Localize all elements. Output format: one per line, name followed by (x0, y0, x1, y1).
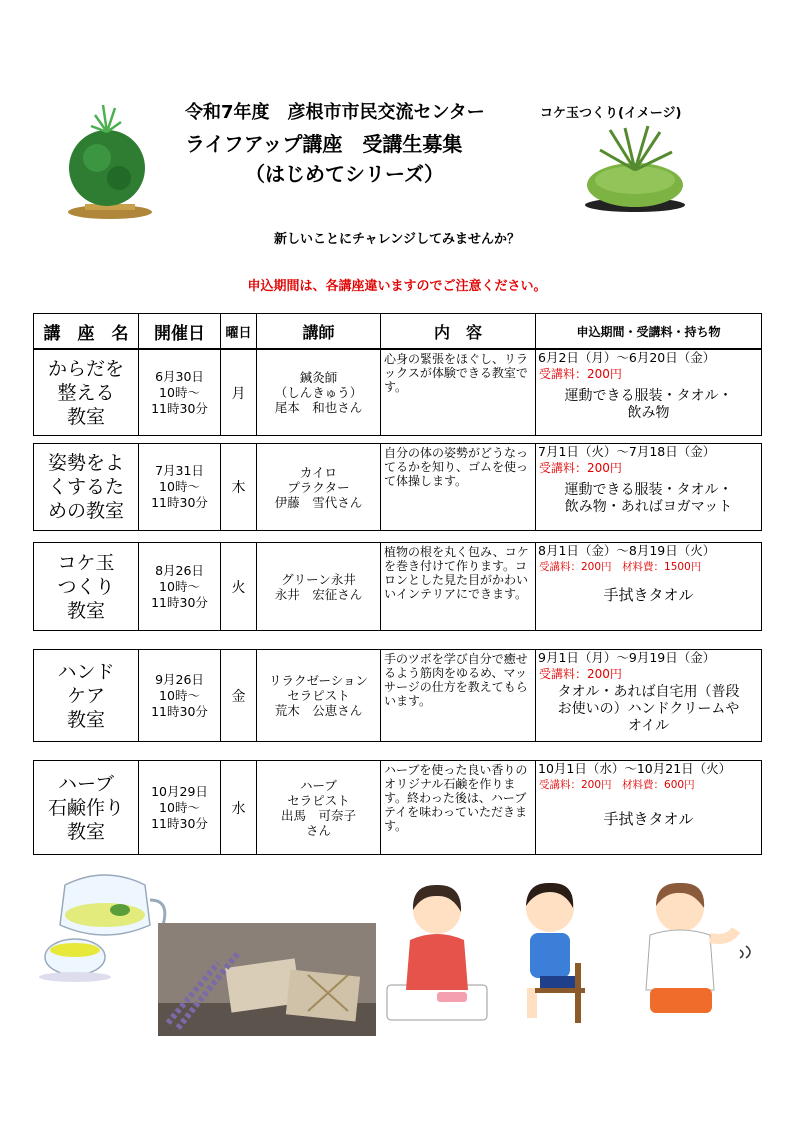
notice-text: 申込期間は、各講座違いますのでご注意ください。 (247, 279, 547, 294)
course-name: からだを 整える 教室 (34, 350, 139, 436)
course-application (536, 444, 762, 531)
course-name: ハンド ケア 教室 (34, 650, 139, 742)
fee: 受講料：200円 (539, 461, 622, 475)
course-row (33, 542, 762, 631)
course-dow: 火 (221, 543, 257, 631)
items: 運動できる服装・タオル・ 飲み物・あればヨガマット (564, 482, 733, 515)
course-row (33, 443, 762, 531)
items: 運動できる服装・タオル・ 飲み物 (564, 388, 733, 421)
items: 手拭きタオル (603, 810, 694, 828)
course-content: ハーブを使った良い香りのオリジナル石鹸を作ります。終わった後は、ハーブテイを味わっていただきます。 (381, 761, 536, 855)
course-teacher: カイロ プラクター 伊藤 雪代さん (257, 444, 381, 531)
header-dow: 曜日 (221, 314, 257, 349)
course-dow: 木 (221, 444, 257, 531)
header-course: 講 座 名 (34, 314, 139, 349)
table-header (33, 313, 762, 349)
fee: 受講料：200円 材料費：600円 (539, 779, 695, 791)
lavender-soap-photo (158, 923, 376, 1036)
course-application (536, 650, 762, 742)
page-title-line-1: 令和7年度 彦根市市民交流センター (185, 102, 485, 123)
course-date: 7月31日 10時～ 11時30分 (139, 444, 221, 531)
header-date: 開催日 (139, 314, 221, 349)
course-date: 9月26日 10時～ 11時30分 (139, 650, 221, 742)
course-content: 自分の体の姿勢がどうなってるかを知り、ゴムを使って体操します。 (381, 444, 536, 531)
course-row (33, 760, 762, 855)
course-date: 6月30日 10時～ 11時30分 (139, 350, 221, 436)
herb-tea-illustration (35, 865, 175, 985)
image-caption: コケ玉つくり(イメージ) (540, 106, 682, 121)
course-content: 手のツボを学び自分で癒せるよう筋肉をゆるめ、マッサージの仕方を教えてもらいます。 (381, 650, 536, 742)
header-teacher: 講師 (257, 314, 381, 349)
course-name: 姿勢をよ くするた めの教室 (34, 444, 139, 531)
header-content: 内 容 (381, 314, 536, 349)
course-dow: 月 (221, 350, 257, 436)
moss-ball-illustration (55, 100, 160, 225)
items: 手拭きタオル (603, 586, 694, 604)
course-row (33, 649, 762, 742)
course-application (536, 761, 762, 855)
boy-chair-illustration (505, 878, 600, 1028)
items: タオル・あれば自宅用（普段 お使いの）ハンドクリームや オイル (557, 684, 740, 734)
course-content: 心身の緊張をほぐし、リラックスが体験できる教室です。 (381, 350, 536, 436)
course-teacher: 鍼灸師 （しんきゅう） 尾本 和也さん (257, 350, 381, 436)
fee: 受講料：200円 (539, 367, 622, 381)
girl-hand-cream-illustration (382, 880, 492, 1025)
subtitle: 新しいことにチャレンジしてみませんか？ (274, 232, 520, 247)
fee: 受講料：200円 材料費：1500円 (539, 561, 702, 573)
course-name: コケ玉 つくり 教室 (34, 543, 139, 631)
course-application (536, 350, 762, 436)
course-date: 10月29日 10時～ 11時30分 (139, 761, 221, 855)
moss-ball-plant-image (580, 120, 690, 215)
course-date: 8月26日 10時～ 11時30分 (139, 543, 221, 631)
application-period: 6月2日（月）～6月20日（金） (538, 350, 716, 365)
course-teacher: ハーブ セラピスト 出馬 可奈子 さん (257, 761, 381, 855)
course-teacher: グリーン永井 永井 宏征さん (257, 543, 381, 631)
course-dow: 水 (221, 761, 257, 855)
fee: 受講料：200円 (539, 667, 622, 681)
course-application (536, 543, 762, 631)
application-period: 7月1日（火）～7月18日（金） (538, 444, 716, 459)
course-teacher: リラクゼーション セラピスト 荒木 公恵さん (257, 650, 381, 742)
header-application: 申込期間・受講料・持ち物 (536, 314, 762, 349)
application-period: 8月1日（金）～8月19日（火） (538, 543, 716, 558)
course-name: ハーブ 石鹸作り 教室 (34, 761, 139, 855)
application-period: 10月1日（水）～10月21日（火） (538, 761, 732, 776)
woman-stretching-illustration (628, 880, 758, 1025)
course-dow: 金 (221, 650, 257, 742)
page-title-line-2: ライフアップ講座 受講生募集 (185, 132, 463, 156)
course-content: 植物の根を丸く包み、コケを巻き付けて作ります。コロンとした見た目がかわいいインテリアにできます。 (381, 543, 536, 631)
course-row (33, 349, 762, 436)
page-title-line-3: （はじめてシリーズ） (245, 162, 444, 186)
application-period: 9月1日（月）～9月19日（金） (538, 650, 716, 665)
